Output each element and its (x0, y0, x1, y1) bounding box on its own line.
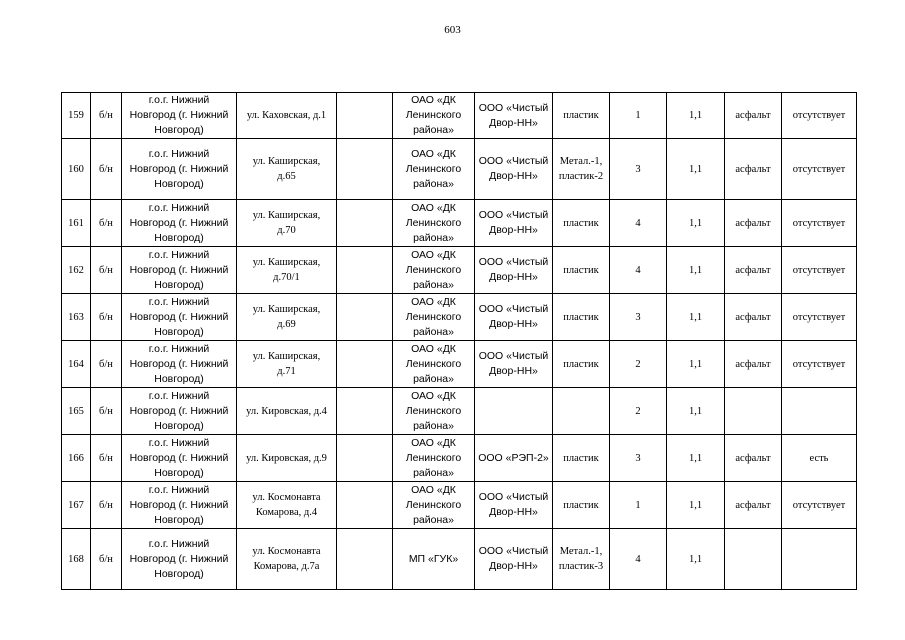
carrier-cell: ООО «Чистый Двор-НН» (475, 294, 553, 341)
material-cell: пластик (553, 294, 610, 341)
material-cell: пластик (553, 482, 610, 529)
empty-cell (337, 294, 393, 341)
surface-cell: асфальт (725, 247, 782, 294)
carrier-cell: ООО «Чистый Двор-НН» (475, 200, 553, 247)
container-volume-cell: 1,1 (667, 200, 725, 247)
row-number-cell: 167 (62, 482, 91, 529)
carrier-cell: ООО «Чистый Двор-НН» (475, 139, 553, 200)
container-count-cell: 1 (610, 482, 667, 529)
table-row (62, 341, 857, 388)
fence-cell: отсутствует (782, 482, 857, 529)
row-number-cell: 161 (62, 200, 91, 247)
container-count-cell: 4 (610, 247, 667, 294)
row-number-cell: 159 (62, 93, 91, 139)
owner-cell: ОАО «ДК Ленинского района» (393, 294, 475, 341)
empty-cell (337, 200, 393, 247)
table-row (62, 529, 857, 590)
surface-cell: асфальт (725, 482, 782, 529)
address-cell: ул. Космонавта Комарова, д.7а (237, 529, 337, 590)
material-cell: Метал.-1, пластик-3 (553, 529, 610, 590)
empty-cell (337, 435, 393, 482)
municipality-cell: г.о.г. Нижний Новгород (г. Нижний Новгород) (122, 435, 237, 482)
surface-cell: асфальт (725, 139, 782, 200)
surface-cell: асфальт (725, 341, 782, 388)
fence-cell (782, 529, 857, 590)
owner-cell: ОАО «ДК Ленинского района» (393, 93, 475, 139)
surface-cell (725, 529, 782, 590)
material-cell: пластик (553, 341, 610, 388)
owner-cell: ОАО «ДК Ленинского района» (393, 247, 475, 294)
address-cell: ул. Космонавта Комарова, д.4 (237, 482, 337, 529)
empty-cell (337, 529, 393, 590)
container-volume-cell: 1,1 (667, 341, 725, 388)
address-cell: ул. Каширская, д.71 (237, 341, 337, 388)
container-count-cell: 1 (610, 93, 667, 139)
empty-cell (337, 482, 393, 529)
owner-cell: ОАО «ДК Ленинского района» (393, 341, 475, 388)
registration-number-cell: б/н (91, 139, 122, 200)
table-row (62, 388, 857, 435)
table-row (62, 294, 857, 341)
registration-number-cell: б/н (91, 435, 122, 482)
registration-number-cell: б/н (91, 529, 122, 590)
material-cell: пластик (553, 435, 610, 482)
container-volume-cell: 1,1 (667, 435, 725, 482)
row-number-cell: 165 (62, 388, 91, 435)
municipality-cell: г.о.г. Нижний Новгород (г. Нижний Новгород) (122, 93, 237, 139)
address-cell: ул. Каширская, д.65 (237, 139, 337, 200)
owner-cell: ОАО «ДК Ленинского района» (393, 200, 475, 247)
surface-cell: асфальт (725, 294, 782, 341)
row-number-cell: 164 (62, 341, 91, 388)
container-volume-cell: 1,1 (667, 294, 725, 341)
fence-cell: есть (782, 435, 857, 482)
material-cell: Метал.-1, пластик-2 (553, 139, 610, 200)
page-number: 603 (444, 24, 461, 36)
row-number-cell: 166 (62, 435, 91, 482)
owner-cell: МП «ГУК» (393, 529, 475, 590)
owner-cell: ОАО «ДК Ленинского района» (393, 482, 475, 529)
empty-cell (337, 388, 393, 435)
table-row (62, 139, 857, 200)
table-row (62, 435, 857, 482)
container-volume-cell: 1,1 (667, 529, 725, 590)
surface-cell: асфальт (725, 93, 782, 139)
container-count-cell: 4 (610, 529, 667, 590)
owner-cell: ОАО «ДК Ленинского района» (393, 435, 475, 482)
row-number-cell: 163 (62, 294, 91, 341)
fence-cell: отсутствует (782, 247, 857, 294)
table-row (62, 247, 857, 294)
surface-cell (725, 388, 782, 435)
empty-cell (337, 247, 393, 294)
address-cell: ул. Каширская, д.69 (237, 294, 337, 341)
material-cell (553, 388, 610, 435)
fence-cell: отсутствует (782, 200, 857, 247)
empty-cell (337, 93, 393, 139)
registration-number-cell: б/н (91, 294, 122, 341)
container-count-cell: 3 (610, 435, 667, 482)
container-sites-table (61, 92, 857, 590)
material-cell: пластик (553, 93, 610, 139)
carrier-cell: ООО «Чистый Двор-НН» (475, 93, 553, 139)
carrier-cell: ООО «РЭП-2» (475, 435, 553, 482)
container-volume-cell: 1,1 (667, 388, 725, 435)
fence-cell (782, 388, 857, 435)
table-row (62, 482, 857, 529)
container-count-cell: 4 (610, 200, 667, 247)
address-cell: ул. Кировская, д.4 (237, 388, 337, 435)
surface-cell: асфальт (725, 200, 782, 247)
registration-number-cell: б/н (91, 247, 122, 294)
municipality-cell: г.о.г. Нижний Новгород (г. Нижний Новгород) (122, 388, 237, 435)
municipality-cell: г.о.г. Нижний Новгород (г. Нижний Новгород) (122, 341, 237, 388)
address-cell: ул. Каховская, д.1 (237, 93, 337, 139)
municipality-cell: г.о.г. Нижний Новгород (г. Нижний Новгород) (122, 200, 237, 247)
carrier-cell: ООО «Чистый Двор-НН» (475, 482, 553, 529)
carrier-cell: ООО «Чистый Двор-НН» (475, 247, 553, 294)
surface-cell: асфальт (725, 435, 782, 482)
row-number-cell: 168 (62, 529, 91, 590)
registration-number-cell: б/н (91, 482, 122, 529)
container-volume-cell: 1,1 (667, 139, 725, 200)
registration-number-cell: б/н (91, 200, 122, 247)
empty-cell (337, 341, 393, 388)
municipality-cell: г.о.г. Нижний Новгород (г. Нижний Новгород) (122, 139, 237, 200)
container-volume-cell: 1,1 (667, 482, 725, 529)
registration-number-cell: б/н (91, 388, 122, 435)
container-volume-cell: 1,1 (667, 93, 725, 139)
address-cell: ул. Каширская, д.70 (237, 200, 337, 247)
address-cell: ул. Каширская, д.70/1 (237, 247, 337, 294)
carrier-cell (475, 388, 553, 435)
material-cell: пластик (553, 247, 610, 294)
table-row (62, 93, 857, 139)
registration-number-cell: б/н (91, 341, 122, 388)
municipality-cell: г.о.г. Нижний Новгород (г. Нижний Новгород) (122, 294, 237, 341)
fence-cell: отсутствует (782, 294, 857, 341)
municipality-cell: г.о.г. Нижний Новгород (г. Нижний Новгород) (122, 529, 237, 590)
container-count-cell: 3 (610, 294, 667, 341)
registration-number-cell: б/н (91, 93, 122, 139)
container-count-cell: 2 (610, 388, 667, 435)
municipality-cell: г.о.г. Нижний Новгород (г. Нижний Новгород) (122, 482, 237, 529)
municipality-cell: г.о.г. Нижний Новгород (г. Нижний Новгород) (122, 247, 237, 294)
container-count-cell: 2 (610, 341, 667, 388)
row-number-cell: 162 (62, 247, 91, 294)
address-cell: ул. Кировская, д.9 (237, 435, 337, 482)
fence-cell: отсутствует (782, 139, 857, 200)
container-count-cell: 3 (610, 139, 667, 200)
carrier-cell: ООО «Чистый Двор-НН» (475, 529, 553, 590)
fence-cell: отсутствует (782, 93, 857, 139)
owner-cell: ОАО «ДК Ленинского района» (393, 139, 475, 200)
fence-cell: отсутствует (782, 341, 857, 388)
container-volume-cell: 1,1 (667, 247, 725, 294)
empty-cell (337, 139, 393, 200)
owner-cell: ОАО «ДК Ленинского района» (393, 388, 475, 435)
row-number-cell: 160 (62, 139, 91, 200)
material-cell: пластик (553, 200, 610, 247)
carrier-cell: ООО «Чистый Двор-НН» (475, 341, 553, 388)
table-row (62, 200, 857, 247)
